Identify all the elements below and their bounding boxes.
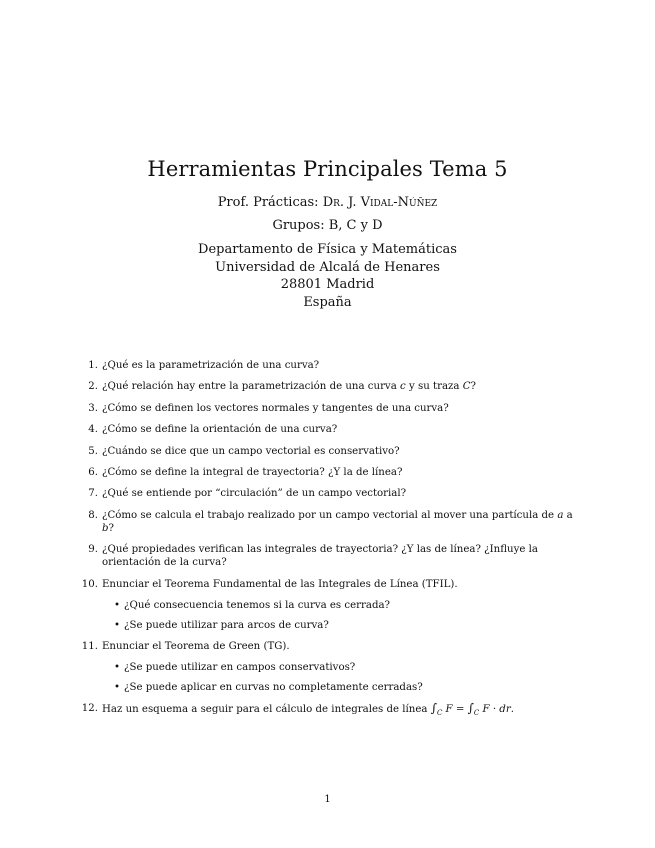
sub-question-list	[102, 661, 576, 694]
question-item	[81, 578, 576, 632]
question-text-part: Haz un esquema a seguir para el cálculo de integrales de línea	[102, 704, 431, 716]
question-number: 4.	[88, 424, 98, 436]
question-number: 12.	[81, 703, 98, 715]
dot-operator: ·	[489, 704, 500, 716]
math-var-c: c	[400, 381, 406, 393]
bullet-icon: •	[114, 661, 121, 673]
sub-question-text: ¿Se puede aplicar en curvas no completamente cerradas?	[124, 681, 423, 693]
question-list	[81, 359, 576, 729]
question-text-part: .	[510, 704, 514, 716]
question-item	[81, 380, 576, 393]
document-title: Herramientas Principales Tema 5	[147, 157, 508, 181]
question-text: ¿Qué propiedades verifican las integrales de trayectoria? ¿Y las de línea? ¿Influye la orientación de la curva?	[102, 544, 538, 569]
question-text	[102, 510, 573, 534]
question-text-part: y su traza	[405, 381, 463, 393]
math-var-F: F	[442, 704, 453, 716]
question-text: Enunciar el Teorema de Green (TG).	[102, 640, 290, 652]
question-item	[81, 509, 576, 535]
sub-question-text: ¿Se puede utilizar en campos conservativos?	[124, 661, 356, 673]
math-var-a: a	[557, 509, 564, 521]
question-item	[81, 487, 576, 500]
math-var-C: C	[462, 381, 471, 393]
groups-line: Grupos: B, C y D	[272, 218, 383, 233]
question-text-part: ?	[108, 522, 114, 534]
author-prefix: Prof. Prácticas:	[217, 195, 323, 210]
affiliation-university: Universidad de Alcalá de Henares	[215, 259, 440, 275]
question-text: ¿Cuándo se dice que un campo vectorial es conservativo?	[102, 445, 400, 457]
question-text: Enunciar el Teorema Fundamental de las Integrales de Línea (TFIL).	[102, 578, 458, 590]
affiliation-city: 28801 Madrid	[280, 277, 375, 292]
math-var-dr: dr	[499, 704, 511, 716]
sub-question-item	[102, 661, 576, 674]
sub-question-item	[102, 619, 576, 632]
equals-sign: =	[452, 704, 468, 716]
question-number: 8.	[88, 509, 98, 521]
integral-sign: ∫	[430, 701, 437, 716]
question-text: ¿Qué es la parametrización de una curva?	[102, 360, 320, 371]
question-number: 10.	[81, 578, 98, 590]
affiliation-block	[0, 241, 655, 311]
question-text: ¿Cómo se definen los vectores normales y tangentes de una curva?	[102, 402, 449, 414]
sub-question-text: ¿Se puede utilizar para arcos de curva?	[124, 619, 329, 631]
integral-subscript: C	[473, 709, 480, 718]
question-text: ¿Cómo se define la integral de trayectoria? ¿Y la de línea?	[102, 466, 403, 478]
sub-question-item	[102, 681, 576, 694]
sub-question-text: ¿Qué consecuencia tenemos si la curva es cerrada?	[124, 599, 391, 611]
question-item	[81, 543, 576, 569]
question-text-part: ¿Qué relación hay entre la parametrización de una curva	[102, 381, 401, 393]
question-number: 7.	[88, 488, 98, 500]
question-item	[81, 702, 576, 720]
affiliation-department: Departamento de Física y Matemáticas	[198, 242, 457, 257]
question-item	[81, 423, 576, 436]
question-number: 9.	[88, 544, 98, 556]
integral-sign: ∫	[467, 701, 474, 716]
math-var-b: b	[102, 522, 109, 534]
question-item	[81, 445, 576, 458]
page-number: 1	[324, 794, 331, 805]
question-text-part: ¿Cómo se calcula el trabajo realizado por un campo vectorial al mover una partícula de	[102, 509, 558, 521]
question-item	[81, 640, 576, 694]
question-number: 11.	[81, 640, 98, 652]
question-text: ¿Cómo se define la orientación de una curva?	[102, 424, 338, 436]
bullet-icon: •	[114, 681, 121, 693]
bullet-icon: •	[114, 599, 121, 611]
question-number: 5.	[88, 445, 98, 457]
question-text: ¿Qué se entiende por “circulación” de un campo vectorial?	[102, 488, 407, 500]
question-item	[81, 402, 576, 415]
question-number: 1.	[88, 360, 98, 371]
sub-question-item	[102, 599, 576, 612]
bullet-icon: •	[114, 619, 121, 631]
question-number: 3.	[88, 402, 98, 414]
question-text-part: ?	[470, 381, 476, 393]
question-text	[102, 701, 514, 718]
author-name: Dr. J. Vidal-Núñez	[322, 195, 438, 210]
affiliation-country: España	[303, 294, 352, 310]
question-number: 2.	[88, 381, 98, 393]
question-text	[102, 381, 476, 392]
author-line	[0, 195, 655, 210]
question-item	[81, 466, 576, 479]
math-var-F: F	[479, 704, 490, 716]
question-number: 6.	[88, 466, 98, 478]
integral-subscript: C	[436, 709, 443, 718]
question-item	[81, 359, 576, 372]
question-text-part: a	[563, 509, 573, 521]
sub-question-list	[102, 599, 576, 632]
